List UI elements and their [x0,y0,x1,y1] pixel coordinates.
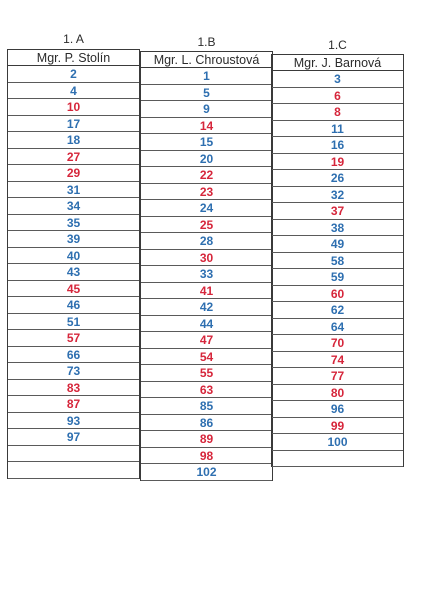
number-cell: 20 [141,151,272,168]
number-list [7,66,140,479]
number-cell: 99 [272,418,403,435]
number-cell: 47 [141,332,272,349]
number-cell: 64 [272,319,403,336]
number-cell: 96 [272,401,403,418]
class-column-1a [7,32,140,462]
number-cell: 32 [272,187,403,204]
number-cell: 25 [141,217,272,234]
number-cell: 63 [141,382,272,399]
number-cell: 30 [141,250,272,267]
number-cell: 83 [8,380,139,397]
number-cell: 60 [272,286,403,303]
number-cell: 45 [8,281,139,298]
class-column-1c [271,38,404,468]
number-cell: 98 [141,448,272,465]
number-cell: 51 [8,314,139,331]
number-cell: 89 [141,431,272,448]
number-cell: 102 [141,464,272,481]
class-label: 1.C [328,38,347,52]
number-cell: 73 [8,363,139,380]
number-cell: 86 [141,415,272,432]
number-cell: 22 [141,167,272,184]
number-cell: 15 [141,134,272,151]
number-cell: 2 [8,66,139,83]
number-cell: 23 [141,184,272,201]
class-column-1b [140,35,273,479]
number-cell: 37 [272,203,403,220]
number-cell: 54 [141,349,272,366]
number-cell: 4 [8,83,139,100]
number-cell: 28 [141,233,272,250]
number-cell: 5 [141,85,272,102]
teacher-name: Mgr. P. Stolín [7,49,140,66]
number-cell: 19 [272,154,403,171]
number-cell: 93 [8,413,139,430]
number-cell: 100 [272,434,403,451]
number-cell: 33 [141,266,272,283]
teacher-name: Mgr. J. Barnová [271,54,404,71]
class-label: 1. A [63,32,84,46]
number-cell: 49 [272,236,403,253]
number-cell: 66 [8,347,139,364]
number-cell: 9 [141,101,272,118]
number-cell: 74 [272,352,403,369]
number-cell: 97 [8,429,139,446]
number-cell: 87 [8,396,139,413]
number-cell: 41 [141,283,272,300]
empty-cell [8,462,139,479]
number-cell: 58 [272,253,403,270]
number-cell: 29 [8,165,139,182]
number-list [271,71,404,467]
number-cell: 18 [8,132,139,149]
number-cell: 24 [141,200,272,217]
number-cell: 14 [141,118,272,135]
number-cell: 16 [272,137,403,154]
number-cell: 46 [8,297,139,314]
number-cell: 40 [8,248,139,265]
number-cell: 39 [8,231,139,248]
number-cell: 34 [8,198,139,215]
number-cell: 17 [8,116,139,133]
number-cell: 62 [272,302,403,319]
number-cell: 70 [272,335,403,352]
number-cell: 31 [8,182,139,199]
number-cell: 27 [8,149,139,166]
number-cell: 80 [272,385,403,402]
number-cell: 43 [8,264,139,281]
number-cell: 38 [272,220,403,237]
number-cell: 57 [8,330,139,347]
number-cell: 6 [272,88,403,105]
teacher-name: Mgr. L. Chroustová [140,51,273,68]
number-cell: 11 [272,121,403,138]
class-label: 1.B [197,35,216,49]
number-cell: 55 [141,365,272,382]
empty-cell [8,446,139,463]
number-cell: 8 [272,104,403,121]
empty-cell [272,451,403,468]
number-cell: 3 [272,71,403,88]
number-cell: 35 [8,215,139,232]
number-cell: 77 [272,368,403,385]
number-cell: 59 [272,269,403,286]
number-cell: 42 [141,299,272,316]
number-cell: 10 [8,99,139,116]
number-cell: 26 [272,170,403,187]
number-cell: 85 [141,398,272,415]
number-cell: 1 [141,68,272,85]
number-cell: 44 [141,316,272,333]
number-list [140,68,273,481]
